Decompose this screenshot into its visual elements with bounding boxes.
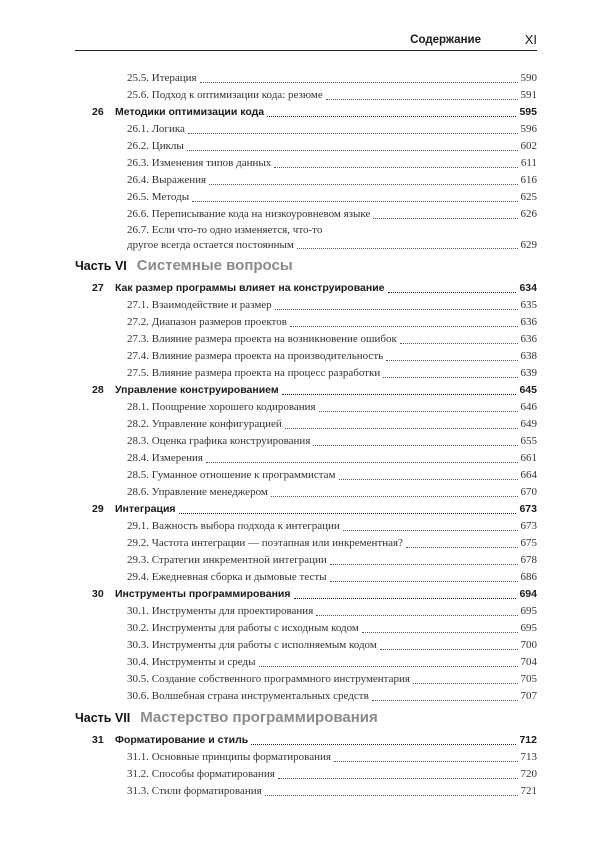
toc-section-entry[interactable]	[75, 783, 537, 800]
section-page-number: 700	[520, 639, 537, 651]
section-title: 28.3. Оценка графика конструирования	[127, 435, 311, 447]
dot-leader	[209, 184, 517, 185]
section-page-number: 713	[520, 751, 537, 763]
toc-chapter-entry[interactable]	[75, 501, 537, 518]
dot-leader	[339, 479, 518, 480]
section-title: 30.3. Инструменты для работы с исполняемым кодом	[127, 639, 377, 651]
chapter-title: Методики оптимизации кода	[115, 106, 265, 118]
toc-section-entry[interactable]	[75, 569, 537, 586]
chapter-title: Как размер программы влияет на конструирование	[115, 282, 385, 294]
dot-leader	[388, 292, 517, 293]
chapter-number: 31	[92, 734, 104, 746]
chapter-title: Форматирование и стиль	[115, 734, 249, 746]
toc-section-entry[interactable]	[75, 688, 537, 705]
dot-leader	[372, 700, 518, 701]
section-title: 31.2. Способы форматирования	[127, 768, 275, 780]
toc-section-entry[interactable]	[75, 206, 537, 223]
toc-section-entry[interactable]	[75, 189, 537, 206]
chapter-title: Инструменты программирования	[115, 588, 291, 600]
dot-leader	[251, 744, 516, 745]
toc-section-entry[interactable]	[75, 416, 537, 433]
chapter-page-number: 694	[519, 588, 537, 600]
section-title: 29.3. Стратегии инкрементной интеграции	[127, 554, 327, 566]
section-title: 26.6. Переписывание кода на низкоуровневом языке	[127, 208, 371, 220]
dot-leader	[294, 598, 517, 599]
section-page-number: 695	[520, 605, 537, 617]
dot-leader	[192, 201, 517, 202]
toc-section-entry[interactable]	[75, 671, 537, 688]
section-page-number: 649	[520, 418, 537, 430]
section-title: 27.2. Диапазон размеров проектов	[127, 316, 287, 328]
dot-leader	[285, 428, 518, 429]
toc-section-entry[interactable]	[75, 654, 537, 671]
dot-leader	[330, 564, 518, 565]
part-label: Часть VII	[75, 711, 131, 725]
toc-section-entry[interactable]	[75, 552, 537, 569]
section-page-number: 704	[520, 656, 537, 668]
section-title: 27.5. Влияние размера проекта на процесс разработки	[127, 367, 381, 379]
chapter-page-number: 712	[519, 734, 537, 746]
section-title-line1: 26.7. Если что-то одно изменяется, что-то	[127, 224, 323, 236]
section-page-number: 670	[520, 486, 537, 498]
section-title: 28.6. Управление менеджером	[127, 486, 268, 498]
section-page-number: 646	[520, 401, 537, 413]
toc-section-entry[interactable]	[75, 223, 537, 253]
chapter-number: 28	[92, 384, 104, 396]
dot-leader	[282, 394, 517, 395]
toc-section-entry[interactable]	[75, 450, 537, 467]
section-page-number: 695	[520, 622, 537, 634]
section-page-number: 638	[520, 350, 537, 362]
toc-section-entry[interactable]	[75, 331, 537, 348]
dot-leader	[297, 248, 518, 249]
toc-section-entry[interactable]	[75, 121, 537, 138]
section-page-number: 625	[520, 191, 537, 203]
dot-leader	[275, 309, 518, 310]
section-page-number: 707	[520, 690, 537, 702]
chapter-page-number: 645	[519, 384, 537, 396]
section-page-number: 721	[520, 785, 537, 797]
dot-leader	[274, 167, 518, 168]
section-page-number: 635	[520, 299, 537, 311]
section-page-number: 629	[520, 239, 537, 251]
chapter-number: 30	[92, 588, 104, 600]
section-page-number: 611	[520, 157, 537, 169]
chapter-number: 29	[92, 503, 104, 515]
chapter-number: 26	[92, 106, 104, 118]
section-title: 28.2. Управление конфигурацией	[127, 418, 282, 430]
running-header	[75, 32, 537, 49]
section-title: 28.5. Гуманное отношение к программистам	[127, 469, 336, 481]
running-header-page-number: XI	[524, 32, 537, 47]
section-title: 31.1. Основные принципы форматирования	[127, 751, 331, 763]
section-title: 30.1. Инструменты для проектирования	[127, 605, 314, 617]
part-title: Мастерство программирования	[140, 709, 378, 726]
chapter-number: 27	[92, 282, 104, 294]
section-page-number: 655	[520, 435, 537, 447]
dot-leader	[200, 82, 518, 83]
dot-leader	[188, 133, 518, 134]
section-page-number: 639	[520, 367, 537, 379]
toc-chapter-entry[interactable]	[75, 104, 537, 121]
chapter-page-number: 595	[519, 106, 537, 118]
section-page-number: 661	[520, 452, 537, 464]
toc-chapter-entry[interactable]	[75, 280, 537, 297]
toc-section-entry[interactable]	[75, 467, 537, 484]
dot-leader	[316, 615, 517, 616]
toc-section-entry[interactable]	[75, 155, 537, 172]
dot-leader	[278, 778, 518, 779]
dot-leader	[313, 445, 517, 446]
table-of-contents	[75, 70, 537, 800]
dot-leader	[380, 649, 518, 650]
section-title: 30.6. Волшебная страна инструментальных средств	[127, 690, 369, 702]
section-page-number: 675	[520, 537, 537, 549]
dot-leader	[400, 343, 518, 344]
chapter-page-number: 673	[519, 503, 537, 515]
toc-section-entry[interactable]	[75, 749, 537, 766]
dot-leader	[334, 761, 518, 762]
section-page-number: 686	[520, 571, 537, 583]
toc-section-entry[interactable]	[75, 399, 537, 416]
chapter-page-number: 634	[519, 282, 537, 294]
section-title: 25.6. Подход к оптимизации кода: резюме	[127, 89, 323, 101]
section-page-number: 720	[520, 768, 537, 780]
dot-leader	[326, 99, 518, 100]
dot-leader	[362, 632, 518, 633]
dot-leader	[383, 377, 517, 378]
toc-section-entry[interactable]	[75, 518, 537, 535]
dot-leader	[373, 218, 517, 219]
header-rule	[75, 50, 537, 51]
section-title: 28.4. Измерения	[127, 452, 203, 464]
section-title: 29.1. Важность выбора подхода к интеграции	[127, 520, 340, 532]
dot-leader	[271, 496, 518, 497]
dot-leader	[259, 666, 518, 667]
toc-section-entry[interactable]	[75, 484, 537, 501]
section-page-number: 626	[520, 208, 537, 220]
toc-section-entry[interactable]	[75, 603, 537, 620]
section-page-number: 590	[520, 72, 537, 84]
dot-leader	[406, 547, 518, 548]
chapter-title: Управление конструированием	[115, 384, 279, 396]
toc-section-entry[interactable]	[75, 87, 537, 104]
section-title: 26.4. Выражения	[127, 174, 207, 186]
dot-leader	[330, 581, 518, 582]
section-page-number: 616	[520, 174, 537, 186]
dot-leader	[206, 462, 518, 463]
toc-chapter-entry[interactable]	[75, 586, 537, 603]
part-heading	[75, 254, 537, 278]
section-title: 27.4. Влияние размера проекта на производительность	[127, 350, 384, 362]
running-header-section: Содержание	[410, 34, 481, 46]
dot-leader	[386, 360, 517, 361]
section-title: 28.1. Поощрение хорошего кодирования	[127, 401, 316, 413]
section-title: 30.4. Инструменты и среды	[127, 656, 256, 668]
section-title: 30.2. Инструменты для работы с исходным кодом	[127, 622, 359, 634]
dot-leader	[265, 795, 518, 796]
part-heading	[75, 706, 537, 730]
toc-section-entry[interactable]	[75, 70, 537, 87]
section-title: 26.2. Циклы	[127, 140, 184, 152]
section-page-number: 596	[520, 123, 537, 135]
section-title: 26.5. Методы	[127, 191, 190, 203]
section-page-number: 664	[520, 469, 537, 481]
section-title: 26.3. Изменения типов данных	[127, 157, 272, 169]
dot-leader	[187, 150, 518, 151]
dot-leader	[267, 116, 516, 117]
dot-leader	[179, 513, 517, 514]
toc-section-entry[interactable]	[75, 348, 537, 365]
toc-section-entry[interactable]	[75, 138, 537, 155]
section-title: 31.3. Стили форматирования	[127, 785, 262, 797]
chapter-title: Интеграция	[115, 503, 176, 515]
section-page-number: 591	[520, 89, 537, 101]
toc-section-entry[interactable]	[75, 433, 537, 450]
toc-section-entry[interactable]	[75, 172, 537, 189]
toc-section-entry[interactable]	[75, 637, 537, 654]
toc-section-entry[interactable]	[75, 766, 537, 783]
section-page-number: 678	[520, 554, 537, 566]
toc-chapter-entry[interactable]	[75, 382, 537, 399]
toc-section-entry[interactable]	[75, 535, 537, 552]
toc-section-entry[interactable]	[75, 620, 537, 637]
section-title: 27.1. Взаимодействие и размер	[127, 299, 272, 311]
section-page-number: 636	[520, 333, 537, 345]
section-title: 29.4. Ежедневная сборка и дымовые тесты	[127, 571, 327, 583]
toc-section-entry[interactable]	[75, 365, 537, 382]
dot-leader	[343, 530, 518, 531]
section-page-number: 636	[520, 316, 537, 328]
toc-chapter-entry[interactable]	[75, 732, 537, 749]
section-title: 30.5. Создание собственного программного инструментария	[127, 673, 410, 685]
section-page-number: 673	[520, 520, 537, 532]
dot-leader	[319, 411, 518, 412]
section-title: 26.1. Логика	[127, 123, 185, 135]
section-title: 27.3. Влияние размера проекта на возникновение ошибок	[127, 333, 397, 345]
section-page-number: 705	[520, 673, 537, 685]
part-label: Часть VI	[75, 259, 127, 273]
toc-section-entry[interactable]	[75, 314, 537, 331]
dot-leader	[413, 683, 518, 684]
section-page-number: 602	[520, 140, 537, 152]
section-title: 25.5. Итерация	[127, 72, 197, 84]
section-title: 29.2. Частота интеграции — поэтапная или инкрементная?	[127, 537, 403, 549]
part-title: Системные вопросы	[136, 257, 293, 274]
toc-section-entry[interactable]	[75, 297, 537, 314]
dot-leader	[290, 326, 518, 327]
section-title: другое всегда остается постоянным	[127, 239, 294, 251]
